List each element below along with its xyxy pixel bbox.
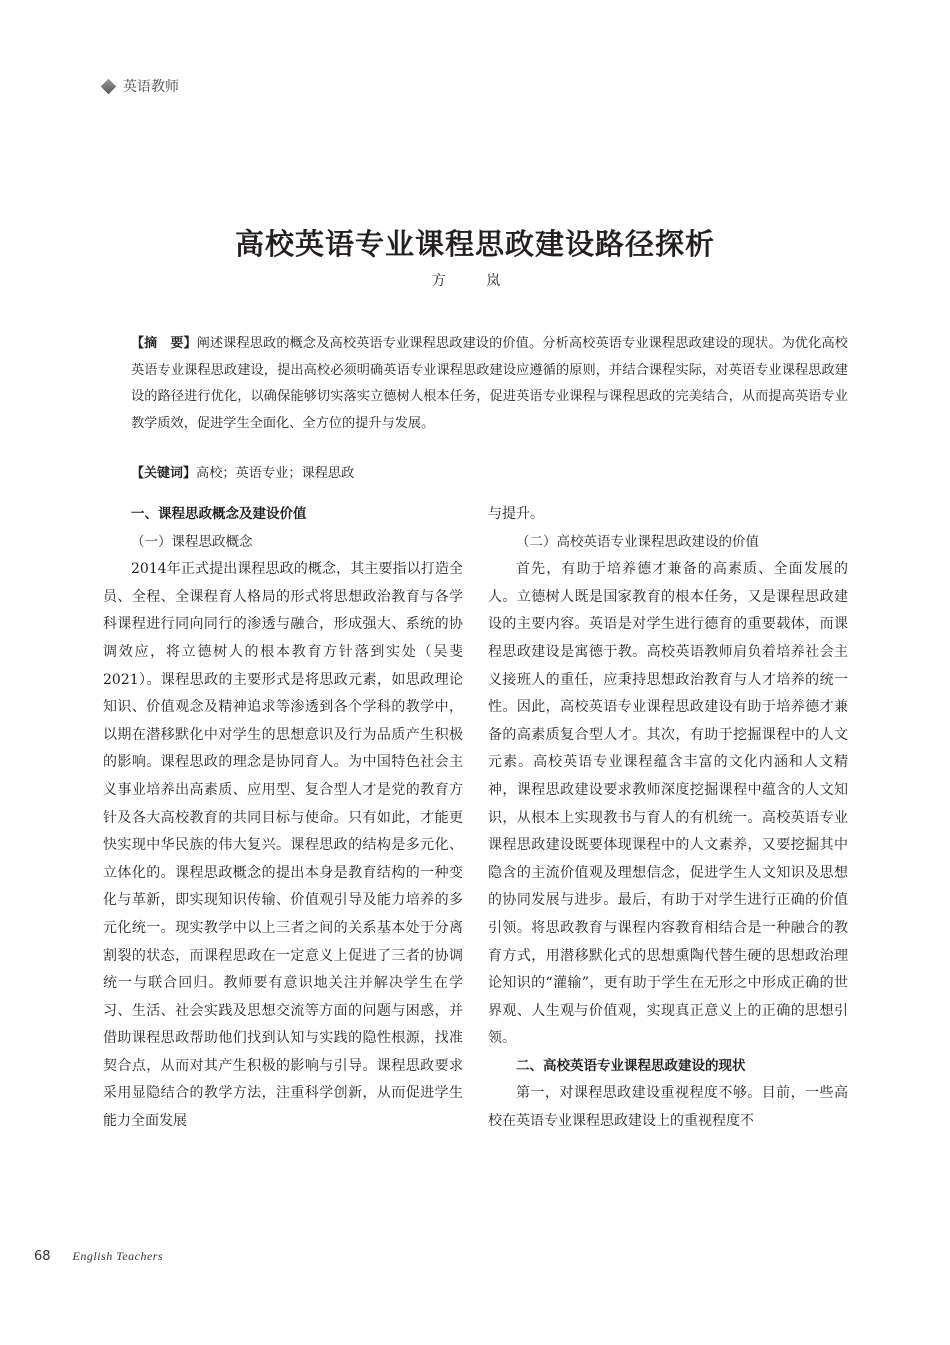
article-author: 方 岚: [431, 273, 519, 289]
journal-english-name: English Teachers: [72, 1249, 164, 1263]
abstract-label: 【摘 要】: [131, 336, 197, 351]
continuation-text: 与提升。: [488, 506, 544, 522]
abstract-text: 阐述课程思政的概念及高校英语专业课程思政建设的价值。分析高校英语专业课程思政建设的现状。为优化高校英语专业课程思政建设，提出高校必须明确英语专业课程思政建设应遵循的原则，并结合课程实际，对英语专业课程思政建设的路径进行优化，以确保能够切实落实立德树人根本任务，促进英语专业课程与课程思政的完美结合，从而提高英语专业教学质效，促进学生全面化、全方位的提升与发展。: [131, 336, 848, 431]
page-footer: [34, 1249, 163, 1264]
journal-header: [103, 76, 179, 96]
article-title: 高校英语专业课程思政建设路径探析: [234, 227, 715, 261]
body-paragraph-2: 首先，有助于培养德才兼备的高素质、全面发展的人。立德树人既是国家教育的根本任务，又是课程思政建设的主要内容。英语是对学生进行德育的重要载体，而课程思政建设是寓德于教。高校英语教师肩负着培养社会主义接班人的重任，应秉持思想政治教育与人才培养的统一性。因此，高校英语专业课程思政建设有助于培养德才兼备的高素质复合型人才。其次，有助于挖掘课程中的人文元素。高校英语专业课程蕴含丰富的文化内涵和人文精神，课程思政建设要求教师深度挖掘课程中蕴含的人文知识，从根本上实现教书与育人的有机统一。高校英语专业课程思政建设既要体现课程中的人文素养，又要挖掘其中隐含的主流价值观及理想信念，促进学生人文知识及思想的协同发展与进步。最后，有助于对学生进行正确的价值引领。将思政教育与课程内容教育相结合是一种融合的教育方式，用潜移默化式的思想熏陶代替生硬的思想政治理论知识的“灌输”，更有助于学生在无形之中形成正确的世界观、人生观与价值观，实现真正意义上的正确的思想引领。: [488, 561, 848, 1047]
left-column: [103, 501, 463, 1136]
right-column: [488, 501, 848, 1136]
page-number: 68: [34, 1249, 51, 1264]
body-paragraph-1: 2014年正式提出课程思政的概念，其主要指以打造全员、全程、全课程育人格局的形式将思想政治教育与各学科课程进行同向同行的渗透与融合，形成强大、系统的协调效应，将立德树人的根本教育方针落到实处（吴斐 2021）。课程思政的主要形式是将思政元素，如思政理论知识、价值观念及精神追求等渗透到各个学科的教学中，以期在潜移默化中对学生的思想意识及行为品质产生积极的影响。课程思政的理念是协同育人。为中国特色社会主义事业培养出高素质、应用型、复合型人才是党的教育方针及各大高校教育的共同目标与使命。只有如此，才能更快实现中华民族的伟大复兴。课程思政的结构是多元化、立体化的。课程思政概念的提出本身是教育结构的一种变化与革新，即实现知识传输、价值观引导及能力培养的多元化统一。现实教学中以上三者之间的关系基本处于分离割裂的状态，而课程思政在一定意义上促进了三者的协调统一与联合回归。教师要有意识地关注并解决学生在学习、生活、社会实践及思想交流等方面的问题与困惑，并借助课程思政帮助他们找到认知与实践的隐性根源，找准契合点，从而对其产生积极的影响与引导。课程思政要求采用显隐结合的教学方法，注重科学创新，从而促进学生能力全面发展: [103, 561, 463, 1130]
keywords-label: 【关键词】: [131, 466, 197, 481]
keywords: [131, 461, 354, 487]
journal-name: 英语教师: [123, 79, 179, 95]
section-heading-1: 一、课程思政概念及建设价值: [131, 506, 307, 522]
subsection-heading-1: （一）课程思政概念: [131, 533, 253, 550]
body-paragraph-3: 第一，对课程思政建设重视程度不够。目前，一些高校在英语专业课程思政建设上的重视程度不: [488, 1085, 848, 1130]
abstract: [103, 331, 848, 437]
keywords-text: 高校；英语专业；课程思政: [196, 466, 355, 481]
subsection-heading-2: （二）高校英语专业课程思政建设的价值: [516, 533, 759, 550]
diamond-icon: [101, 78, 117, 94]
abstract-paragraph: [103, 331, 848, 437]
section-heading-2: 二、高校英语专业课程思政建设的现状: [516, 1057, 746, 1074]
